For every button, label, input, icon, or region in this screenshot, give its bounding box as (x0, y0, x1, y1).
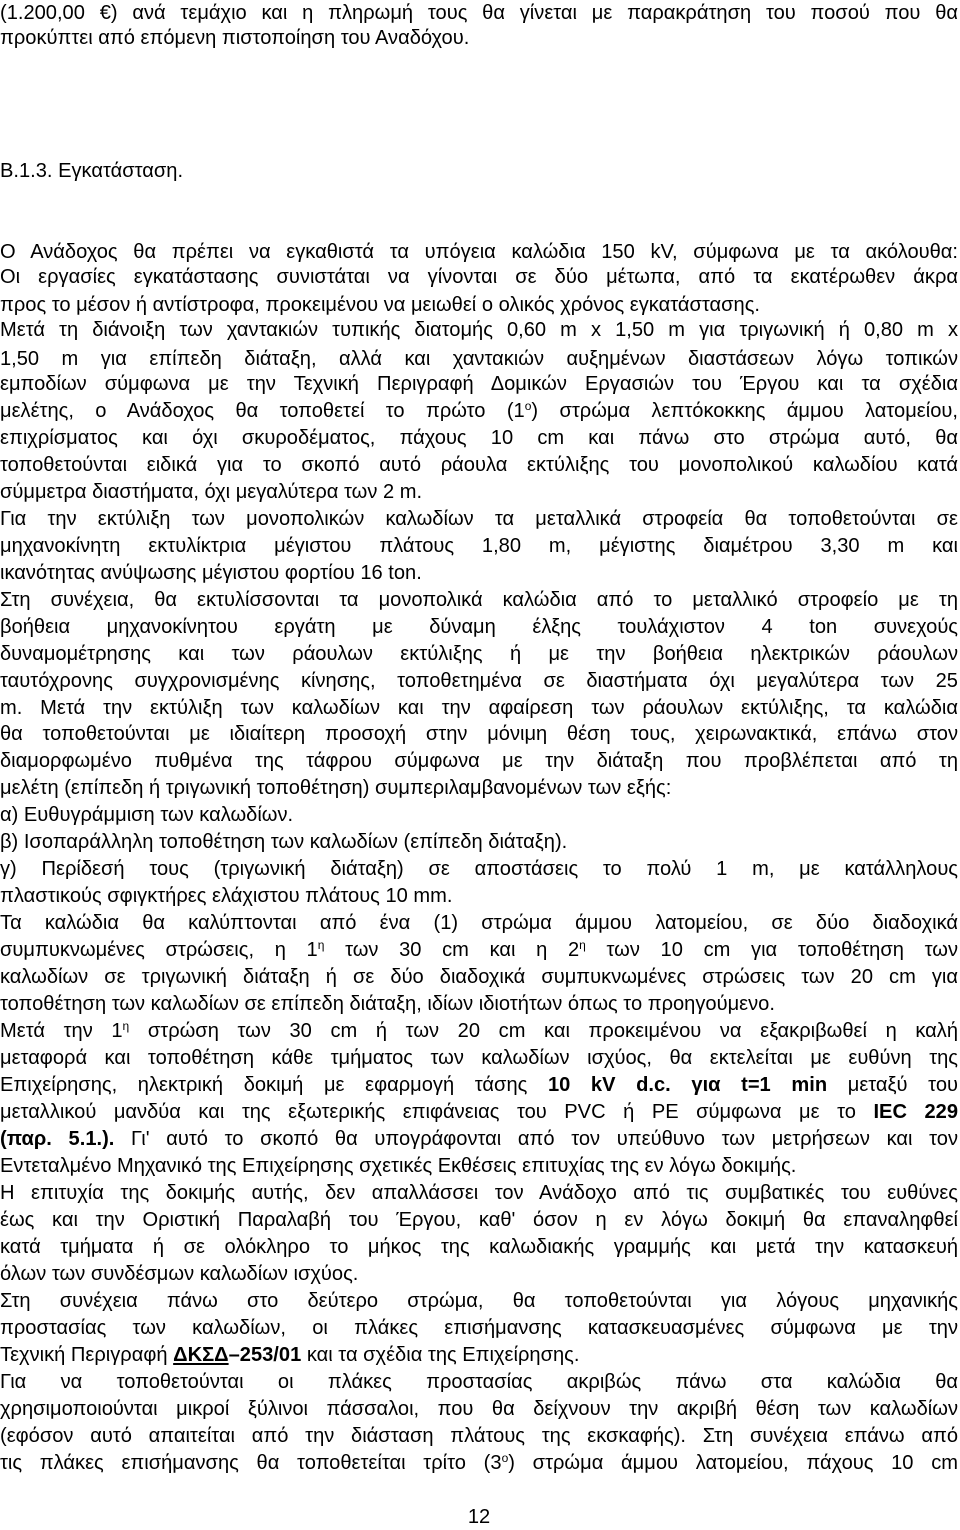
text-line: κατά τμήματα ή σε ολόκληρο το μήκος της καλωδιακής γραμμής και μετά την κατασκευή (0, 1236, 958, 1258)
text-line: βοήθεια μηχανοκίνητου εργάτη με δύναμη έλξης τουλάχιστον 4 ton συνεχούς (0, 616, 958, 638)
text-line: Τα καλώδια θα καλύπτονται από ένα (1) στρώμα άμμου λατομείου, σε δύο διαδοχικά (0, 912, 958, 934)
text-line: μελέτης, ο Ανάδοχος θα τοποθετεί το πρώτο $(1^o)$ στρώμα λεπτόκοκκης άμμου λατομείου, (0, 399, 958, 422)
list-item: α) Ευθυγράμμιση των καλωδίων. (0, 804, 294, 826)
text-line: μεταφορά και τοποθέτηση κάθε τμήματος των καλωδίων ισχύος, θα εκτελείται με ευθύνη της (0, 1047, 958, 1069)
text-line: ικανότητας ανύψωσης μέγιστου φορτίου 16 ton. (0, 562, 422, 584)
list-item: β) Ισοπαράλληλη τοποθέτηση των καλωδίων (επίπεδη διάταξη). (0, 831, 568, 853)
text-line: επιχρίσματος και όχι σκυροδέματος, πάχους 10 cm και πάνω στο στρώμα αυτό, θα (0, 427, 958, 449)
text-line: Για να τοποθετούνται οι πλάκες προστασίας ακριβώς πάνω στα καλώδια θα (0, 1371, 958, 1393)
text-line: μηχανοκίνητη εκτυλίκτρια μέγιστου πλάτους 1,80 m, μέγιστης διαμέτρου 3,30 m και (0, 535, 958, 557)
text-line: σύμμετρα διαστήματα, όχι μεγαλύτερα των 2 m. (0, 481, 423, 503)
text-line: τοποθέτηση των καλωδίων σε επίπεδη διάταξη, ιδίων ιδιοτήτων όπως το προηγούμενο. (0, 993, 775, 1015)
text-line: εμποδίων σύμφωνα με την Τεχνική Περιγραφή Δομικών Εργασιών του Έργου και τα σχέδια (0, 373, 958, 395)
text-line: Στη συνέχεια, θα εκτυλίσσονται τα μονοπολικά καλώδια από το μεταλλικό στροφείο με τη (0, 589, 958, 611)
page-number: 12 (467, 1506, 491, 1528)
text-line: μεταλλικού μανδύα και της εξωτερικής επιφάνειας του PVC ή PE σύμφωνα με το IEC 229 (0, 1101, 958, 1123)
text-line: μελέτη (επίπεδη ή τριγωνική τοποθέτηση) συμπεριλαμβανομένων των εξής: (0, 777, 672, 799)
text-line: Μετά τη διάνοιξη των χαντακιών τυπικής διατομής 0,60 m x 1,50 m για τριγωνική ή 0,80 m x (0, 319, 958, 341)
text-line: (παρ. 5.1.). Γι' αυτό το σκοπό θα υπογράφονται από τον υπεύθυνο των μετρήσεων και τον (0, 1128, 958, 1150)
text-line: Τεχνική Περιγραφή ΔΚΣΔ–253/01 και τα σχέδια της Επιχείρησης. (0, 1344, 580, 1366)
text-line: δυναμομέτρησης και των ράουλων εκτύλιξης ή με την βοήθεια ηλεκτρικών ράουλων (0, 643, 958, 665)
text-line: ταυτόχρονης συγχρονισμένης κίνησης, τοποθετημένα σε διαστήματα όχι μεγαλύτερα των 25 (0, 670, 958, 692)
text-line: Ο Ανάδοχος θα πρέπει να εγκαθιστά τα υπόγεια καλώδια 150 kV, σύμφωνα με τα ακόλουθα: (0, 241, 958, 263)
text-line: καλωδίων σε τριγωνική διάταξη ή σε δύο διαδοχικά συμπυκνωμένες στρώσεις των 20 cm για (0, 966, 958, 988)
text-line: 1,50 m για επίπεδη διάταξη, αλλά και χαντακιών αυξημένων διαστάσεων λόγω τοπικών (0, 348, 958, 370)
text-line: συμπυκνωμένες στρώσεις, η $1^\eta$ των 30 cm και η $2^\eta$ των 10 cm για τοποθέτηση των (0, 938, 958, 961)
section-heading: Β.1.3. Εγκατάσταση. (0, 160, 184, 182)
text-line: διαμορφωμένο πυθμένα της τάφρου σύμφωνα με την διάταξη που προβλέπεται από τη (0, 750, 958, 772)
text-line: Εντεταλμένο Μηχανικό της Επιχείρησης σχετικές Εκθέσεις επιτυχίας της εν λόγω δοκιμής. (0, 1155, 797, 1177)
text-line: Οι εργασίες εγκατάστασης συνιστάται να γίνονται σε δύο μέτωπα, από τα εκατέρωθεν άκρα (0, 266, 958, 288)
text-line: m. Μετά την εκτύλιξη των καλωδίων και την αφαίρεση των ράουλων εκτύλιξης, τα καλώδια (0, 697, 958, 719)
text-line: όλων των συνδέσμων καλωδίων ισχύος. (0, 1263, 359, 1285)
text-line: πλαστικούς σφιγκτήρες ελάχιστου πλάτους 10 mm. (0, 885, 453, 907)
text-line: Στη συνέχεια πάνω στο δεύτερο στρώμα, θα τοποθετούνται για λόγους μηχανικής (0, 1290, 958, 1312)
text-line: Επιχείρησης, ηλεκτρική δοκιμή με εφαρμογή τάσης 10 kV d.c. για t=1 min μεταξύ του (0, 1074, 958, 1096)
text-line: προκύπτει από επόμενη πιστοποίηση του Αναδόχου. (0, 27, 470, 49)
text-line: θα τοποθετούνται με ιδιαίτερη προσοχή στην μόνιμη θέση τους, χειρωνακτικά, επάνω στον (0, 723, 958, 745)
text-line: χρησιμοποιούνται μικροί ξύλινοι πάσσαλοι, που θα δείχνουν την ακριβή θέση των καλωδίων (0, 1398, 958, 1420)
text-line: προστασίας των καλωδίων, οι πλάκες επισήμανσης κατασκευασμένες σύμφωνα με την (0, 1317, 958, 1339)
text-line: προς το μέσον ή αντίστροφα, προκειμένου να μειωθεί ο ολικός χρόνος εγκατάστασης. (0, 294, 761, 316)
text-line: (εφόσον αυτό απαιτείται από την διάσταση πλάτους της εκσκαφής). Στη συνέχεια επάνω από (0, 1425, 958, 1447)
text-line: (1.200,00 €) ανά τεμάχιο και η πληρωμή τους θα γίνεται με παρακράτηση του ποσού που θα (0, 2, 958, 24)
text-line: έως και την Οριστική Παραλαβή του Έργου, καθ' όσον η εν λόγω δοκιμή θα επαναληφθεί (0, 1209, 958, 1231)
text-line: Για την εκτύλιξη των μονοπολικών καλωδίων τα μεταλλικά στροφεία θα τοποθετούνται σε (0, 508, 958, 530)
text-line: Η επιτυχία της δοκιμής αυτής, δεν απαλλάσσει τον Ανάδοχο από τις συμβατικές του ευθύνες (0, 1182, 958, 1204)
text-line: τοποθετούνται ειδικά για το σκοπό αυτό ράουλα εκτύλιξης του μονοπολικού καλωδίου κατά (0, 454, 958, 476)
text-line: Μετά την $1^\eta$ στρώση των 30 cm ή των 20 cm και προκειμένου να εξακριβωθεί η καλή (0, 1019, 959, 1042)
text-line: τις πλάκες επισήμανσης θα τοποθετείται τρίτο $(3^o)$ στρώμα άμμου λατομείου, πάχους 10 cm (0, 1451, 958, 1474)
list-item: γ) Περίδεσή τους (τριγωνική διάταξη) σε αποστάσεις το πολύ 1 m, με κατάλληλους (0, 858, 958, 880)
